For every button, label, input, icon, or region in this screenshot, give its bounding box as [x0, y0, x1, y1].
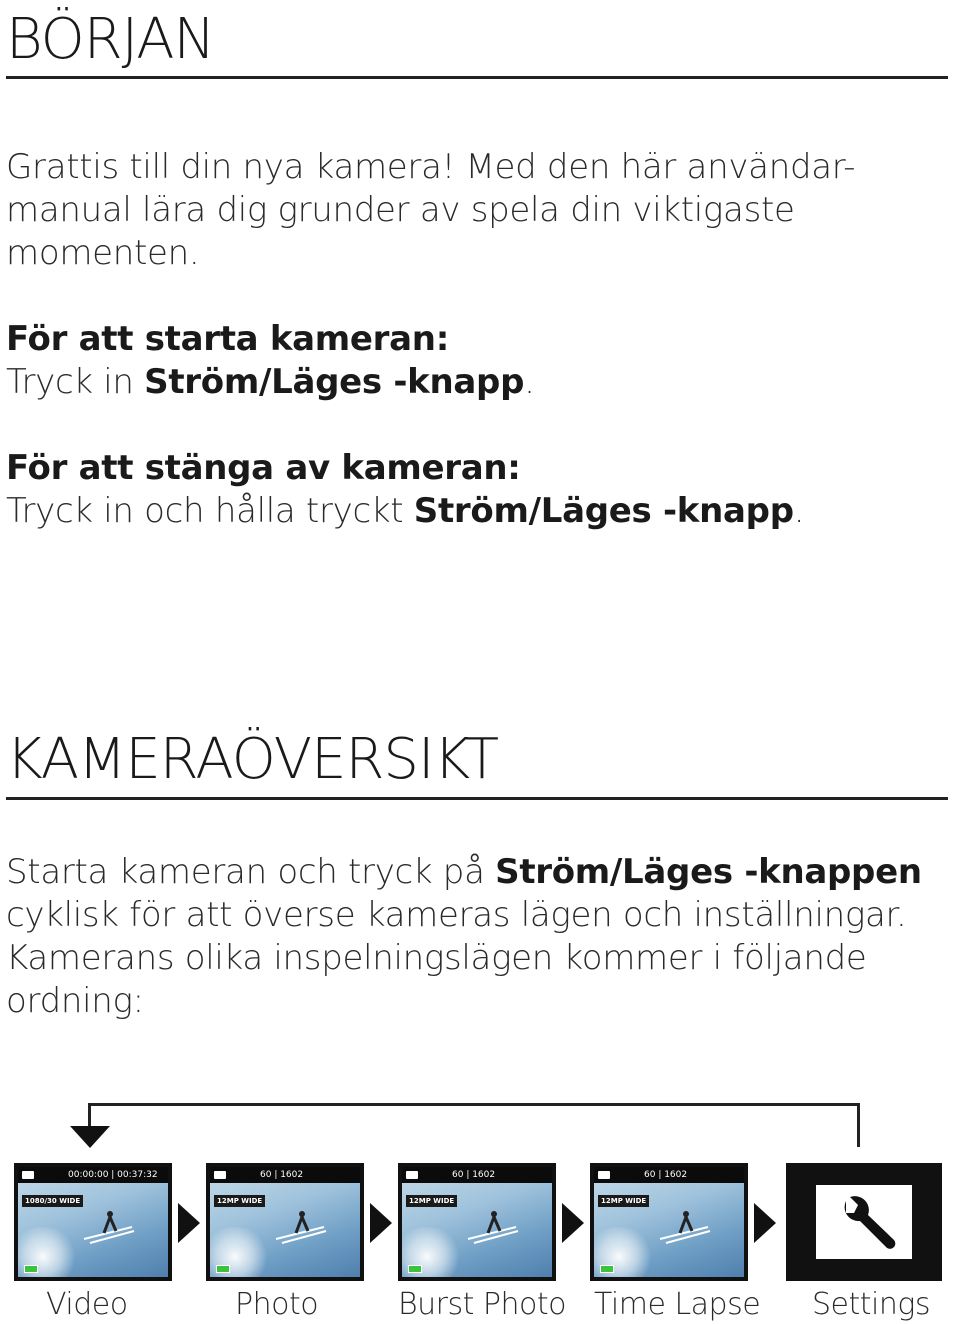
timelapse-icon	[598, 1171, 610, 1179]
skier-icon	[80, 1207, 136, 1247]
mode-label-settings: Settings	[812, 1287, 931, 1322]
battery-icon	[408, 1265, 422, 1273]
intro-line: Grattis till din nya kamera! Med den här användar-	[6, 147, 856, 187]
power-mode-button-ref: Ström/Läges -knapp	[144, 362, 525, 402]
resolution-badge: 1080/30 WIDE	[22, 1195, 83, 1207]
battery-icon	[600, 1265, 614, 1273]
mode-label-photo: Photo	[235, 1287, 319, 1322]
power-mode-button-ref: Ström/Läges -knappen	[495, 852, 922, 892]
resolution-badge: 12MP WIDE	[598, 1195, 649, 1207]
resolution-badge: 12MP WIDE	[214, 1195, 265, 1207]
next-arrow-icon	[178, 1203, 200, 1243]
battery-icon	[24, 1265, 38, 1273]
page-title: BÖRJAN	[6, 7, 215, 72]
resolution-badge: 12MP WIDE	[406, 1195, 457, 1207]
video-icon	[22, 1171, 34, 1179]
next-arrow-icon	[562, 1203, 584, 1243]
wrench-icon	[816, 1185, 912, 1259]
intro-paragraph	[6, 146, 855, 275]
mode-photo-screen: 60 | 1602 12MP WIDE	[206, 1163, 364, 1281]
skier-icon	[272, 1207, 328, 1247]
mode-video-screen: 00:00:00 | 00:37:32 1080/30 WIDE	[14, 1163, 172, 1281]
power-mode-button-ref: Ström/Läges -knapp	[413, 491, 794, 531]
mode-burst-screen: 60 | 1602 12MP WIDE	[398, 1163, 556, 1281]
cycle-loop-top	[88, 1103, 860, 1106]
mode-label-burst: Burst Photo	[398, 1287, 566, 1322]
mode-settings-screen	[786, 1163, 942, 1281]
start-heading: För att starta kameran:	[6, 319, 449, 359]
start-text: Tryck in	[6, 362, 145, 402]
mode-label-timelapse: Time Lapse	[594, 1287, 761, 1322]
overview-paragraph: Starta kameran och tryck på Ström/Läges -knappen cyklisk för att överse kameras lägen och inställningar. Kamerans olika inspelningslägen kommer i följande ordning:	[6, 852, 922, 1021]
stop-text: Tryck in och hålla tryckt	[6, 491, 414, 531]
skier-icon	[464, 1207, 520, 1247]
cycle-loop-right	[857, 1103, 860, 1147]
next-arrow-icon	[370, 1203, 392, 1243]
burst-icon	[406, 1171, 418, 1179]
intro-line: momenten.	[6, 233, 200, 273]
skier-icon	[656, 1207, 712, 1247]
next-arrow-icon	[754, 1203, 776, 1243]
section-title: KAMERAÖVERSIKT	[6, 727, 499, 792]
camera-icon	[214, 1171, 226, 1179]
mode-label-video: Video	[46, 1287, 128, 1322]
cycle-down-arrow-icon	[70, 1126, 110, 1148]
mode-timelapse-screen: 60 | 1602 12MP WIDE	[590, 1163, 748, 1281]
title-divider	[6, 76, 948, 79]
intro-line: manual lära dig grunder av spela din viktigaste	[6, 190, 795, 230]
stop-instructions: För att stänga av kameran: Tryck in och hålla tryckt Ström/Läges -knapp.	[6, 448, 805, 531]
start-instructions: För att starta kameran: Tryck in Ström/Läges -knapp.	[6, 319, 535, 402]
section-divider	[6, 797, 948, 800]
stop-heading: För att stänga av kameran:	[6, 448, 521, 488]
battery-icon	[216, 1265, 230, 1273]
